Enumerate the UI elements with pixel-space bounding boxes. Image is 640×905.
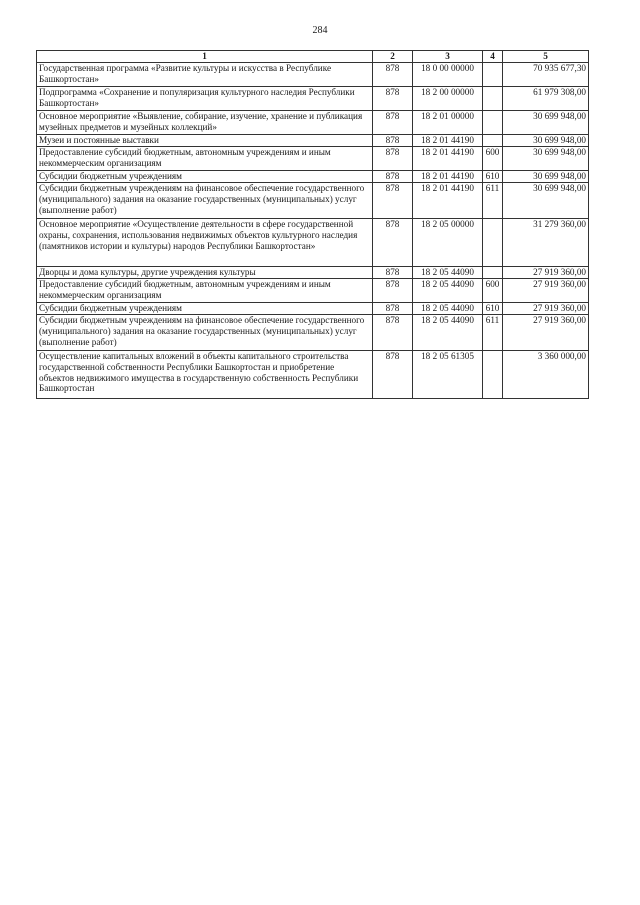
row-amount: 31 279 360,00 [503, 219, 589, 267]
row-target-article: 18 2 05 61305 [413, 351, 483, 399]
row-expense-type [483, 351, 503, 399]
row-target-article: 18 2 01 44190 [413, 147, 483, 171]
row-expense-type: 600 [483, 279, 503, 303]
row-amount: 3 360 000,00 [503, 351, 589, 399]
row-grbs-code: 878 [373, 111, 413, 135]
row-grbs-code: 878 [373, 87, 413, 111]
column-header-1: 1 [37, 51, 373, 63]
table-row [37, 279, 589, 303]
row-amount: 27 919 360,00 [503, 267, 589, 279]
row-target-article: 18 2 05 44090 [413, 267, 483, 279]
row-amount: 27 919 360,00 [503, 279, 589, 303]
row-grbs-code: 878 [373, 63, 413, 87]
row-target-article: 18 2 05 44090 [413, 279, 483, 303]
table-row [37, 315, 589, 351]
row-expense-type [483, 267, 503, 279]
row-expense-type [483, 111, 503, 135]
row-expense-type [483, 219, 503, 267]
row-name: Субсидии бюджетным учреждениям [37, 303, 373, 315]
row-target-article: 18 2 01 44190 [413, 135, 483, 147]
row-name: Субсидии бюджетным учреждениям на финансовое обеспечение государственного (муниципального) задания на оказание государственных (муниципальных) услуг (выполнение работ) [37, 315, 373, 351]
budget-table [36, 50, 589, 399]
row-expense-type: 611 [483, 183, 503, 219]
row-grbs-code: 878 [373, 303, 413, 315]
row-expense-type [483, 87, 503, 111]
row-grbs-code: 878 [373, 219, 413, 267]
column-header-4: 4 [483, 51, 503, 63]
row-name: Подпрограмма «Сохранение и популяризация культурного наследия Республики Башкортостан» [37, 87, 373, 111]
row-grbs-code: 878 [373, 351, 413, 399]
table-row [37, 147, 589, 171]
row-expense-type: 611 [483, 315, 503, 351]
table-row [37, 267, 589, 279]
row-target-article: 18 2 00 00000 [413, 87, 483, 111]
row-name: Основное мероприятие «Выявление, собирание, изучение, хранение и публикация музейных предметов и музейных коллекций» [37, 111, 373, 135]
row-name: Музеи и постоянные выставки [37, 135, 373, 147]
row-target-article: 18 2 01 44190 [413, 183, 483, 219]
row-grbs-code: 878 [373, 135, 413, 147]
row-expense-type: 610 [483, 303, 503, 315]
row-amount: 27 919 360,00 [503, 315, 589, 351]
row-target-article: 18 2 01 44190 [413, 171, 483, 183]
table-row [37, 183, 589, 219]
row-target-article: 18 0 00 00000 [413, 63, 483, 87]
column-header-5: 5 [503, 51, 589, 63]
table-row [37, 219, 589, 267]
row-name: Предоставление субсидий бюджетным, автономным учреждениям и иным некоммерческим организациям [37, 279, 373, 303]
table-header-row [37, 51, 589, 63]
row-amount: 30 699 948,00 [503, 111, 589, 135]
row-target-article: 18 2 05 00000 [413, 219, 483, 267]
table-row [37, 111, 589, 135]
row-grbs-code: 878 [373, 183, 413, 219]
row-target-article: 18 2 05 44090 [413, 315, 483, 351]
row-expense-type [483, 135, 503, 147]
table-row [37, 351, 589, 399]
row-name: Основное мероприятие «Осуществление деятельности в сфере государственной охраны, сохранения, использования недвижимых объектов культурного наследия (памятников истории и культуры) народов Республики Башкортостан» [37, 219, 373, 267]
row-grbs-code: 878 [373, 279, 413, 303]
row-amount: 30 699 948,00 [503, 183, 589, 219]
row-grbs-code: 878 [373, 267, 413, 279]
row-target-article: 18 2 01 00000 [413, 111, 483, 135]
table-row [37, 63, 589, 87]
page-number: 284 [312, 25, 328, 36]
row-grbs-code: 878 [373, 315, 413, 351]
column-header-2: 2 [373, 51, 413, 63]
row-target-article: 18 2 05 44090 [413, 303, 483, 315]
row-grbs-code: 878 [373, 171, 413, 183]
row-name: Осуществление капитальных вложений в объекты капитального строительства государственной собственности Республики Башкортостан и приобретение объектов недвижимого имущества в государственную собственность Республики Башкортостан [37, 351, 373, 399]
row-grbs-code: 878 [373, 147, 413, 171]
row-expense-type: 600 [483, 147, 503, 171]
column-header-3: 3 [413, 51, 483, 63]
row-name: Субсидии бюджетным учреждениям [37, 171, 373, 183]
row-amount: 70 935 677,30 [503, 63, 589, 87]
table-row [37, 87, 589, 111]
row-amount: 30 699 948,00 [503, 147, 589, 171]
row-name: Субсидии бюджетным учреждениям на финансовое обеспечение государственного (муниципального) задания на оказание государственных (муниципальных) услуг (выполнение работ) [37, 183, 373, 219]
row-amount: 30 699 948,00 [503, 171, 589, 183]
row-expense-type: 610 [483, 171, 503, 183]
row-expense-type [483, 63, 503, 87]
row-name: Государственная программа «Развитие культуры и искусства в Республике Башкортостан» [37, 63, 373, 87]
row-amount: 30 699 948,00 [503, 135, 589, 147]
row-name: Предоставление субсидий бюджетным, автономным учреждениям и иным некоммерческим организациям [37, 147, 373, 171]
table-row [37, 135, 589, 147]
table-row [37, 303, 589, 315]
table-row [37, 171, 589, 183]
row-amount: 61 979 308,00 [503, 87, 589, 111]
row-amount: 27 919 360,00 [503, 303, 589, 315]
row-name: Дворцы и дома культуры, другие учреждения культуры [37, 267, 373, 279]
